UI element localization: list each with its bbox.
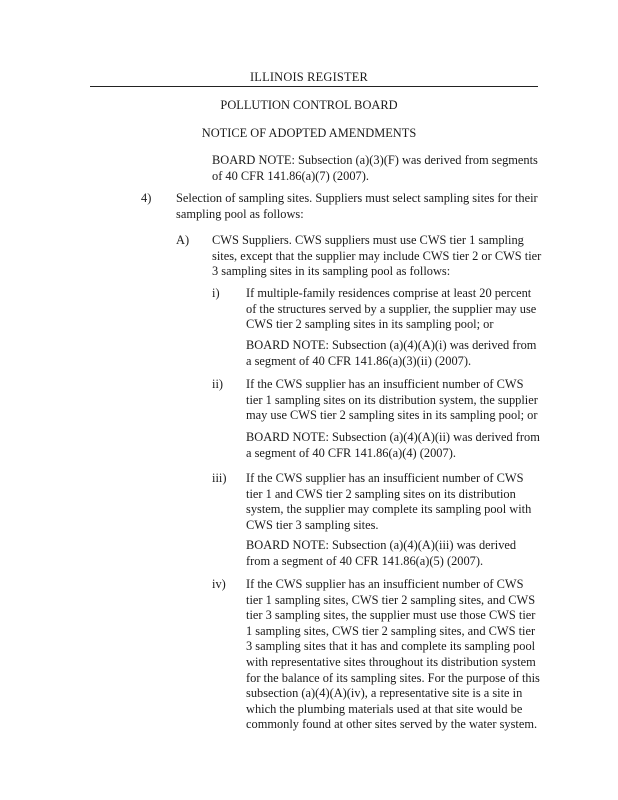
item-board-note: BOARD NOTE: Subsection (a)(4)(A)(ii) was derived from a segment of 40 CFR 141.86(a)(4) (2007). bbox=[246, 430, 540, 460]
section-label: 4) bbox=[141, 191, 152, 205]
subsection-label: A) bbox=[176, 233, 190, 247]
board-note-pre: BOARD NOTE: Subsection (a)(3)(F) was derived from segments of 40 CFR 141.86(a)(7) (2007). bbox=[212, 153, 538, 183]
item-text: If the CWS supplier has an insufficient number of CWS tier 1 sampling sites, CWS tier 2 sampling sites, and CWS tier 3 sampling sites, the supplier must use those CWS tier 1 sampling sites, CWS tier 2 sampling sites, and CWS tier 3 sampling sites that it has and complete its sampling pool with representative sites throughout its distribution system for the balance of its sampling sites. For the purpose of this subsection (a)(4)(A)(iv), a representative site is a site in which the plumbing materials used at that site would be commonly found at other sites served by the water system. bbox=[246, 577, 540, 732]
item-label: ii) bbox=[212, 377, 224, 391]
item-text: If multiple-family residences comprise at least 20 percent of the structures served by a supplier, the supplier may use CWS tier 2 sampling sites in its sampling pool; or bbox=[246, 286, 537, 332]
item-board-note: BOARD NOTE: Subsection (a)(4)(A)(i) was derived from a segment of 40 CFR 141.86(a)(3)(ii) (2007). bbox=[246, 338, 537, 368]
board-name: POLLUTION CONTROL BOARD bbox=[220, 98, 398, 112]
subsection-text: CWS Suppliers. CWS suppliers must use CWS tier 1 sampling sites, except that the supplier may include CWS tier 2 or CWS tier 3 sampling sites in its sampling pool as follows: bbox=[212, 233, 542, 279]
notice-title: NOTICE OF ADOPTED AMENDMENTS bbox=[201, 126, 417, 140]
register-title: ILLINOIS REGISTER bbox=[249, 70, 368, 84]
item-text: If the CWS supplier has an insufficient number of CWS tier 1 sampling sites on its distribution system, the supplier may use CWS tier 2 sampling sites in its sampling pool; or bbox=[246, 377, 538, 423]
header-rule bbox=[90, 86, 538, 87]
item-label: i) bbox=[212, 286, 220, 300]
item-board-note: BOARD NOTE: Subsection (a)(4)(A)(iii) was derived from a segment of 40 CFR 141.86(a)(5) (2007). bbox=[246, 538, 517, 568]
item-label: iv) bbox=[212, 577, 226, 591]
item-text: If the CWS supplier has an insufficient number of CWS tier 1 and CWS tier 2 sampling sites on its distribution system, the supplier may complete its sampling pool with CWS tier 3 sampling sites. bbox=[246, 471, 532, 532]
item-label: iii) bbox=[212, 471, 227, 485]
section-text: Selection of sampling sites. Suppliers must select sampling sites for their sampling pool as follows: bbox=[176, 191, 538, 221]
